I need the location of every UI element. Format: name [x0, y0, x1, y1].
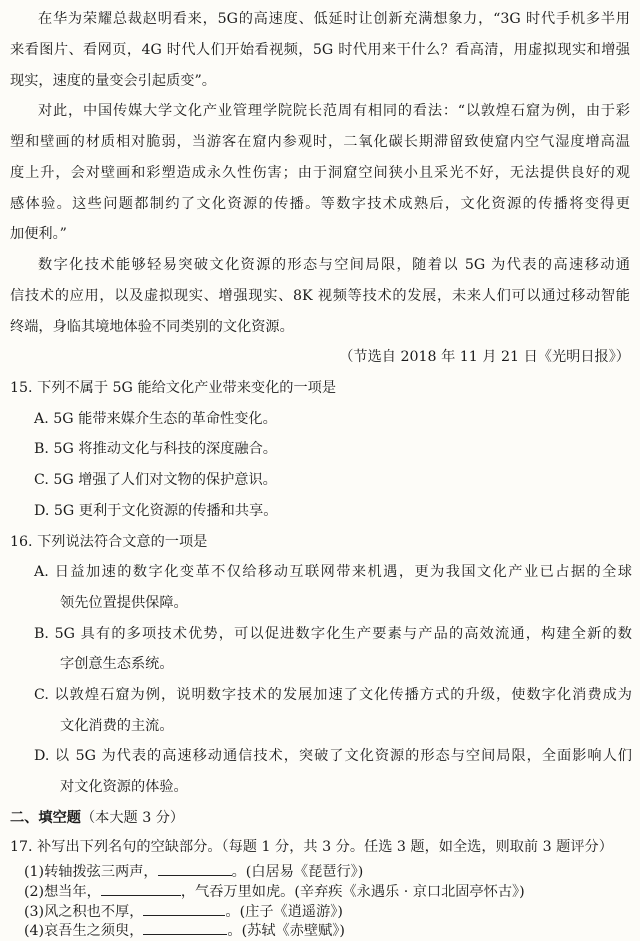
section-title: 二、填空题: [10, 810, 81, 826]
q15-option-a: A. 5G 能带来媒介生态的革命性变化。: [34, 411, 277, 427]
question-16-stem: 16. 下列说法符合文意的一项是: [10, 534, 208, 550]
q17-item-1: [24, 861, 640, 882]
article-line: 度上升，会对壁画和彩塑造成永久性伤害；由于洞窟空间狭小且采光不好，无法提供良好的观: [10, 165, 630, 181]
q17-item-prefix: (4)哀吾生之须臾，: [24, 923, 144, 939]
article-line: 现实，速度的量变会引起质变”。: [10, 73, 216, 89]
q17-item-3: [24, 901, 640, 922]
q17-item-prefix: (1)转轴拨弦三两声，: [24, 864, 158, 880]
q17-item-suffix: 。(苏轼《赤壁赋》): [227, 923, 345, 939]
answer-blank[interactable]: [101, 881, 181, 896]
q16-option-b: B. 5G 具有的多项技术优势，可以促进数字化生产要素与产品的高效流通，构建全新的数: [34, 626, 632, 642]
article-line: 信技术的应用，以及虚拟现实、增强现实、8K 视频等技术的发展，未来人们可以通过移动智能: [10, 288, 630, 304]
q16-option-a: A. 日益加速的数字化变革不仅给移动互联网带来机遇，更为我国文化产业已占据的全球: [34, 564, 632, 580]
q16-option-c-cont: 文化消费的主流。: [60, 718, 174, 734]
q17-item-suffix: ，气吞万里如虎。(辛弃疾《永遇乐 · 京口北固亭怀古》): [180, 884, 525, 900]
q15-option-b: B. 5G 将推动文化与科技的深度融合。: [34, 441, 277, 457]
q17-item-4: [24, 920, 640, 941]
answer-blank[interactable]: [143, 901, 225, 916]
q17-item-2: [24, 881, 640, 902]
article-line: 塑和壁画的材质相对脆弱，当游客在窟内参观时，二氧化碳长期滞留致使窟内空气湿度增高温: [10, 134, 630, 150]
q17-item-suffix: 。(庄子《逍遥游》): [225, 904, 343, 920]
article-line: 感体验。这些问题都制约了文化资源的传播。等数字技术成熟后，文化资源的传播将变得更: [10, 196, 630, 212]
question-17-stem: 17. 补写出下列名句的空缺部分。（每题 1 分，共 3 分。任选 3 题，如全选，则取前 3 题评分）: [10, 839, 613, 855]
q16-option-a-cont: 领先位置提供保障。: [60, 595, 188, 611]
q16-option-d-cont: 对文化资源的体验。: [60, 779, 188, 795]
article-line: 加便利。”: [10, 226, 67, 242]
q17-item-suffix: 。(白居易《琵琶行》): [231, 864, 364, 880]
q17-item-prefix: (3)风之积也不厚，: [24, 904, 144, 920]
section-heading: [10, 807, 630, 829]
article-line: 对此，中国传媒大学文化产业管理学院院长范周有相同的看法：“以敦煌石窟为例，由于彩: [38, 103, 630, 119]
q15-option-d: D. 5G 更利于文化资源的传播和共享。: [34, 503, 278, 519]
article-line: 在华为荣耀总裁赵明看来，5G的高速度、低延时让创新充满想象力，“3G 时代手机多半用: [38, 11, 630, 27]
article-source: （节选自 2018 年 11 月 21 日《光明日报》）: [339, 349, 630, 365]
article-line: 终端，身临其境地体验不同类别的文化资源。: [10, 319, 294, 335]
article-line: 数字化技术能够轻易突破文化资源的形态与空间局限，随着以 5G 为代表的高速移动通: [38, 257, 630, 273]
q16-option-d: D. 以 5G 为代表的高速移动通信技术，突破了文化资源的形态与空间局限，全面影响人们: [34, 748, 632, 764]
q15-option-c: C. 5G 增强了人们对文物的保护意识。: [34, 472, 277, 488]
answer-blank[interactable]: [143, 920, 227, 935]
answer-blank[interactable]: [158, 861, 232, 876]
q16-option-b-cont: 字创意生态系统。: [60, 656, 174, 672]
q16-option-c: C. 以敦煌石窟为例，说明数字技术的发展加速了文化传播方式的升级，使数字化消费成为: [34, 687, 632, 703]
question-15-stem: 15. 下列不属于 5G 能给文化产业带来变化的一项是: [10, 380, 337, 396]
article-line: 来看图片、看网页，4G 时代人们开始看视频，5G 时代用来干什么？看高清，用虚拟现实和增强: [10, 42, 630, 58]
q17-item-prefix: (2)想当年，: [24, 884, 101, 900]
section-note: （本大题 3 分）: [80, 810, 185, 826]
